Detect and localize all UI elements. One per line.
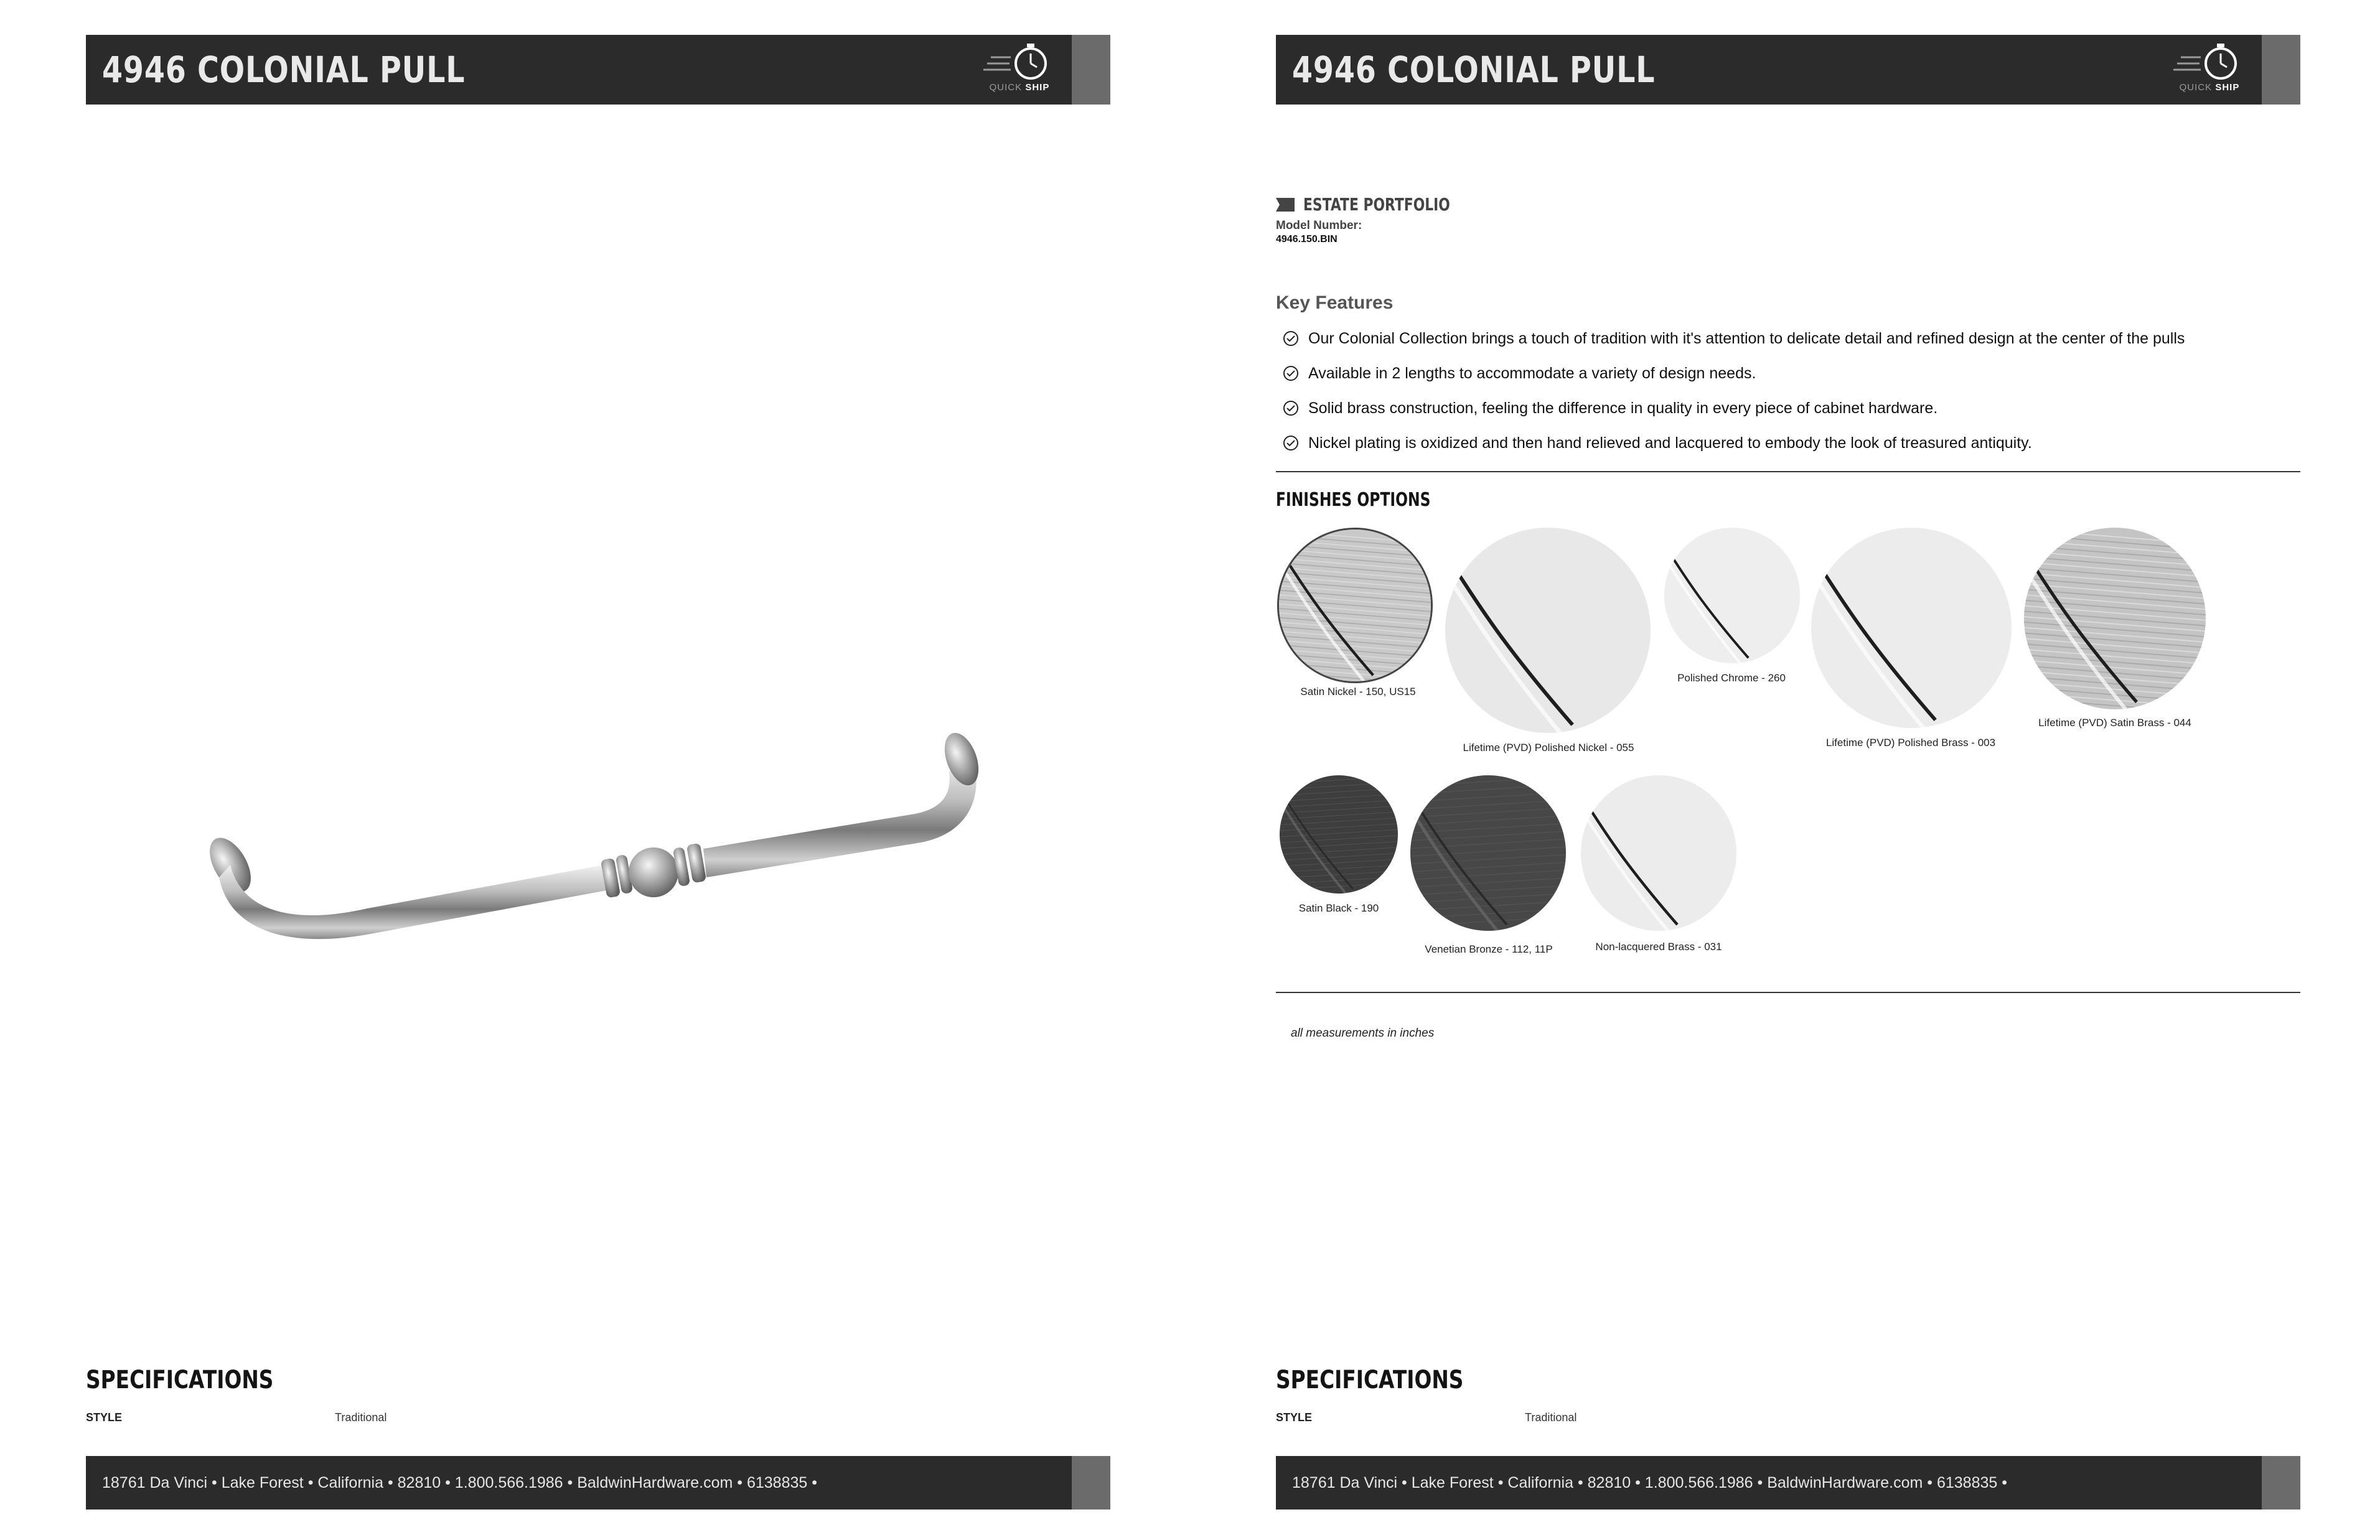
ship-label: SHIP [2215, 82, 2240, 93]
check-circle-icon [1282, 399, 1300, 417]
check-circle-icon [1282, 365, 1300, 382]
style-label: STYLE [86, 1411, 123, 1424]
specifications-title: SPECIFICATIONS [1276, 1366, 1464, 1394]
feature-text: Solid brass construction, feeling the difference in quality in every piece of cabinet hardware. [1308, 399, 1938, 417]
finish-label: Lifetime (PVD) Polished Nickel - 055 [1463, 742, 1634, 754]
feature-text: Nickel plating is oxidized and then hand relieved and lacquered to embody the look of treasured antiquity. [1308, 434, 2032, 452]
footer-tab [2262, 1456, 2300, 1510]
finish-label: Venetian Bronze - 112, 11P [1425, 943, 1553, 955]
finish-swatch [1581, 775, 1736, 931]
title-bar [1276, 35, 2300, 105]
finish-label: Lifetime (PVD) Satin Brass - 044 [2038, 717, 2191, 729]
finish-label: Non-lacquered Brass - 031 [1595, 941, 1722, 953]
title-tab [1072, 35, 1110, 105]
footer-bar [1276, 1456, 2300, 1510]
finish-swatch [1277, 528, 1433, 683]
finish-label: Polished Chrome - 260 [1677, 672, 1786, 684]
collection-name: ESTATE PORTFOLIO [1303, 194, 1450, 215]
finish-label: Satin Nickel - 150, US15 [1300, 686, 1416, 698]
finish-swatch [1811, 528, 2012, 728]
divider [1276, 471, 2300, 472]
quick-ship-badge [982, 41, 1057, 97]
finish-label: Satin Black - 190 [1298, 902, 1379, 914]
page-title: 4946 COLONIAL PULL [1292, 49, 1656, 91]
specifications-title: SPECIFICATIONS [86, 1366, 274, 1394]
style-value: Traditional [335, 1411, 387, 1424]
footer-address: 18761 Da Vinci • Lake Forest • California • 82810 • 1.800.566.1986 • BaldwinHardware.com • 6138835 • [1292, 1474, 2007, 1491]
stopwatch-icon [2172, 41, 2247, 82]
product-image [205, 709, 990, 946]
stopwatch-icon [982, 41, 1057, 82]
finish-swatch [2024, 528, 2206, 709]
divider [1276, 992, 2300, 993]
style-label: STYLE [1276, 1411, 1313, 1424]
feature-text: Available in 2 lengths to accommodate a variety of design needs. [1308, 365, 1756, 382]
check-circle-icon [1282, 330, 1300, 347]
title-bar [86, 35, 1110, 105]
finish-swatch [1410, 775, 1566, 931]
title-tab [2262, 35, 2300, 105]
check-circle-icon [1282, 434, 1300, 452]
finish-swatch [1280, 775, 1398, 894]
quick-label: QUICK [989, 82, 1023, 93]
measurement-note: all measurements in inches [1291, 1027, 1435, 1040]
key-features-title: Key Features [1276, 292, 1394, 313]
finish-swatch [1445, 528, 1651, 733]
footer-bar [86, 1456, 1110, 1510]
model-number-label: Model Number: [1276, 219, 1362, 232]
footer-address: 18761 Da Vinci • Lake Forest • California • 82810 • 1.800.566.1986 • BaldwinHardware.com • 6138835 • [102, 1474, 817, 1491]
ship-label: SHIP [1025, 82, 1050, 93]
finishes-title: FINISHES OPTIONS [1276, 489, 1431, 511]
flag-icon [1276, 198, 1295, 212]
footer-tab [1072, 1456, 1110, 1510]
finish-swatch [1664, 528, 1800, 663]
finish-label: Lifetime (PVD) Polished Brass - 003 [1825, 737, 1996, 749]
quick-label: QUICK [2179, 82, 2213, 93]
page-title: 4946 COLONIAL PULL [102, 49, 466, 91]
right-page [1190, 0, 2380, 1540]
model-number: 4946.150.BIN [1276, 234, 1338, 245]
quick-ship-badge [2172, 41, 2247, 97]
feature-text: Our Colonial Collection brings a touch of tradition with it's attention to delicate detail and refined design at the center of the pulls [1308, 330, 2185, 347]
style-value: Traditional [1525, 1411, 1577, 1424]
